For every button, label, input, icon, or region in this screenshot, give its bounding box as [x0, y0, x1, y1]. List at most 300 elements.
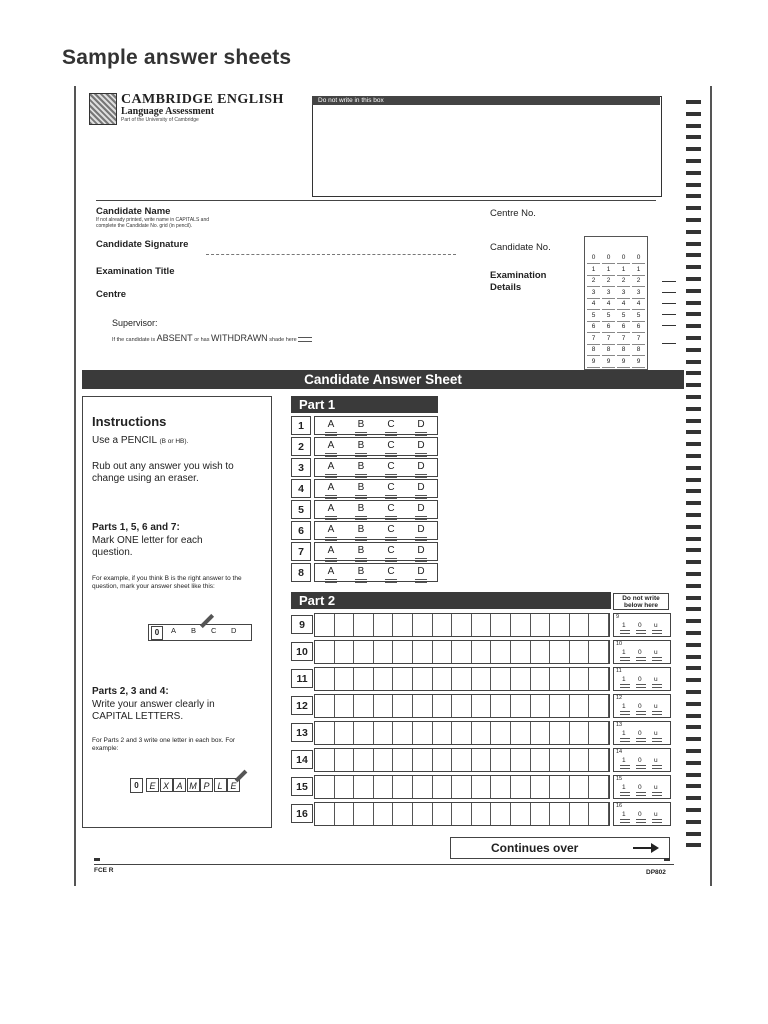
- part2-letter-box[interactable]: [433, 614, 453, 636]
- part2-question-number: 14: [291, 750, 313, 769]
- part1-option-a[interactable]: A: [323, 419, 339, 430]
- part2-letter-box[interactable]: [354, 641, 374, 663]
- marker-label: 0: [638, 622, 642, 629]
- part1-option-d[interactable]: D: [413, 524, 429, 535]
- part2-letter-box[interactable]: [589, 722, 609, 744]
- part2-question-number: 16: [291, 804, 313, 823]
- part2-letter-box[interactable]: [472, 695, 492, 717]
- part1-option-b[interactable]: B: [353, 545, 369, 556]
- part2-letter-box[interactable]: [511, 749, 531, 771]
- example-a-answer: [148, 624, 252, 641]
- part2-letter-box[interactable]: [413, 749, 433, 771]
- part1-title: Part 1: [291, 396, 438, 413]
- part1-option-c[interactable]: C: [383, 482, 399, 493]
- marker-label: 1: [622, 622, 626, 629]
- candidate-digit-cell[interactable]: 1: [632, 265, 645, 276]
- candidate-digit-cell[interactable]: 5: [632, 311, 645, 322]
- part2-letter-box[interactable]: [374, 614, 394, 636]
- timing-mark: [686, 749, 701, 753]
- candidate-digit-cell[interactable]: 1: [587, 265, 600, 276]
- part1-option-d[interactable]: D: [413, 461, 429, 472]
- part2-letter-row: [314, 613, 610, 637]
- absent-shade-box[interactable]: [298, 337, 312, 342]
- candidate-digit-cell[interactable]: 2: [602, 276, 615, 287]
- part2-letter-box[interactable]: [570, 749, 590, 771]
- timing-mark: [686, 584, 701, 588]
- part1-option-d[interactable]: D: [413, 503, 429, 514]
- part2-letter-box[interactable]: [433, 668, 453, 690]
- sheet-title: Candidate Answer Sheet: [82, 370, 684, 389]
- part2-letter-box[interactable]: [374, 668, 394, 690]
- part2-question-number: 11: [291, 669, 313, 688]
- part2-letter-box[interactable]: [550, 614, 570, 636]
- part1-answer-row: [314, 542, 438, 561]
- part2-letter-box[interactable]: [393, 776, 413, 798]
- part2-letter-box[interactable]: [589, 614, 609, 636]
- part1-option-b[interactable]: B: [353, 482, 369, 493]
- candidate-digit-cell[interactable]: 5: [587, 311, 600, 322]
- part2-letter-box[interactable]: [491, 695, 511, 717]
- candidate-digit-cell[interactable]: 8: [602, 345, 615, 356]
- candidate-digit-cell[interactable]: 3: [602, 288, 615, 299]
- part1-answer-row: [314, 479, 438, 498]
- part1-option-b[interactable]: B: [353, 461, 369, 472]
- part2-letter-box[interactable]: [354, 749, 374, 771]
- part2-letter-box[interactable]: [589, 668, 609, 690]
- marker-label: 0: [638, 676, 642, 683]
- part2-letter-box[interactable]: [413, 803, 433, 825]
- timing-mark: [686, 194, 701, 198]
- part2-letter-box[interactable]: [335, 749, 355, 771]
- part1-option-b[interactable]: B: [353, 524, 369, 535]
- part2-letter-box[interactable]: [550, 641, 570, 663]
- example-a-option: A: [171, 626, 177, 635]
- candidate-digit-cell[interactable]: 4: [602, 299, 615, 310]
- part1-option-d[interactable]: D: [413, 482, 429, 493]
- part1-question-number: 8: [291, 563, 311, 582]
- part2-letter-box[interactable]: [374, 803, 394, 825]
- part2-letter-box[interactable]: [354, 614, 374, 636]
- part2-letter-box[interactable]: [550, 695, 570, 717]
- part2-letter-box[interactable]: [354, 776, 374, 798]
- part2-letter-box[interactable]: [550, 749, 570, 771]
- candidate-digit-cell[interactable]: 8: [632, 345, 645, 356]
- part1-option-c[interactable]: C: [383, 524, 399, 535]
- part2-letter-box[interactable]: [531, 641, 551, 663]
- part1-option-a[interactable]: A: [323, 566, 339, 577]
- candidate-digit-cell[interactable]: 3: [632, 288, 645, 299]
- continues-over-box: [450, 837, 670, 859]
- part2-letter-box[interactable]: [354, 803, 374, 825]
- candidate-signature-label: Candidate Signature: [96, 239, 189, 250]
- candidate-digit-cell[interactable]: 6: [617, 322, 630, 333]
- part1-option-b[interactable]: B: [353, 503, 369, 514]
- part2-letter-box[interactable]: [374, 695, 394, 717]
- marker-dash: [652, 819, 662, 823]
- part1-option-b[interactable]: B: [353, 419, 369, 430]
- part2-letter-box[interactable]: [393, 695, 413, 717]
- part2-letter-box[interactable]: [315, 776, 335, 798]
- timing-mark: [686, 289, 701, 293]
- part2-letter-box[interactable]: [452, 722, 472, 744]
- part2-letter-box[interactable]: [472, 722, 492, 744]
- parts-b-heading: Parts 2, 3 and 4:: [92, 686, 169, 697]
- part2-letter-box[interactable]: [452, 641, 472, 663]
- part2-letter-box[interactable]: [570, 614, 590, 636]
- part1-option-c[interactable]: C: [383, 440, 399, 451]
- part2-letter-box[interactable]: [413, 614, 433, 636]
- part2-letter-box[interactable]: [393, 722, 413, 744]
- part2-letter-box[interactable]: [374, 722, 394, 744]
- timing-mark: [686, 678, 701, 682]
- part2-marker-box: [613, 721, 671, 745]
- part2-letter-box[interactable]: [335, 668, 355, 690]
- marker-label: u: [654, 622, 658, 629]
- part2-letter-box[interactable]: [374, 641, 394, 663]
- part2-letter-box[interactable]: [472, 641, 492, 663]
- arrow-head-icon: [651, 843, 659, 853]
- candidate-digit-cell[interactable]: 2: [587, 276, 600, 287]
- candidate-digit-cell[interactable]: 1: [602, 265, 615, 276]
- part2-letter-box[interactable]: [491, 722, 511, 744]
- candidate-digit-cell[interactable]: 5: [602, 311, 615, 322]
- part2-letter-box[interactable]: [491, 614, 511, 636]
- part2-marker-box: [613, 667, 671, 691]
- part2-letter-box[interactable]: [550, 776, 570, 798]
- part2-letter-box[interactable]: [315, 749, 335, 771]
- parts-b-text: Write your answer clearly in CAPITAL LETTERS.: [92, 699, 215, 722]
- part2-letter-box[interactable]: [354, 722, 374, 744]
- timing-mark: [686, 348, 701, 352]
- timing-mark: [686, 171, 701, 175]
- part2-letter-box[interactable]: [511, 614, 531, 636]
- part2-letter-box[interactable]: [335, 776, 355, 798]
- part2-letter-box[interactable]: [374, 776, 394, 798]
- part2-letter-box[interactable]: [511, 668, 531, 690]
- candidate-digit-cell[interactable]: 7: [587, 334, 600, 345]
- candidate-digit-cell[interactable]: 6: [632, 322, 645, 333]
- part2-letter-box[interactable]: [531, 803, 551, 825]
- marker-label: 0: [638, 649, 642, 656]
- part2-letter-box[interactable]: [472, 776, 492, 798]
- candidate-no-label: Candidate No.: [490, 242, 551, 253]
- part2-letter-box[interactable]: [531, 614, 551, 636]
- part2-letter-box[interactable]: [531, 668, 551, 690]
- footer-timing-mark-left: [94, 858, 100, 861]
- marker-dash: [636, 792, 646, 796]
- marker-dash: [636, 630, 646, 634]
- timing-mark: [686, 808, 701, 812]
- part1-option-a[interactable]: A: [323, 524, 339, 535]
- part1-answer-row: [314, 521, 438, 540]
- marker-dash: [652, 657, 662, 661]
- part2-marker-box: [613, 802, 671, 826]
- part2-letter-row: [314, 748, 610, 772]
- candidate-digit-cell[interactable]: 7: [602, 334, 615, 345]
- part2-letter-box[interactable]: [531, 776, 551, 798]
- candidate-digit-cell[interactable]: 9: [587, 357, 600, 368]
- candidate-digit-cell[interactable]: 3: [617, 288, 630, 299]
- part2-letter-box[interactable]: [335, 641, 355, 663]
- exam-detail-mark[interactable]: [662, 325, 676, 326]
- timing-mark: [686, 560, 701, 564]
- candidate-digit-cell[interactable]: 0: [617, 253, 630, 264]
- candidate-digit-cell[interactable]: 0: [602, 253, 615, 264]
- parts-a-heading: Parts 1, 5, 6 and 7:: [92, 522, 180, 533]
- part2-letter-box[interactable]: [315, 803, 335, 825]
- marker-dash: [652, 630, 662, 634]
- part1-option-c[interactable]: C: [383, 503, 399, 514]
- part2-letter-box[interactable]: [491, 803, 511, 825]
- exam-detail-mark[interactable]: [662, 314, 676, 315]
- timing-mark: [686, 301, 701, 305]
- parts-a-text: Mark ONE letter for each question.: [92, 535, 203, 558]
- part1-option-a[interactable]: A: [323, 503, 339, 514]
- part2-letter-box[interactable]: [315, 614, 335, 636]
- candidate-digit-cell[interactable]: 4: [617, 299, 630, 310]
- part1-option-b[interactable]: B: [353, 566, 369, 577]
- part2-letter-box[interactable]: [433, 749, 453, 771]
- do-not-write-box: [312, 96, 662, 197]
- part2-letter-box[interactable]: [354, 668, 374, 690]
- marker-question-number: 16: [616, 803, 623, 809]
- candidate-number-grid[interactable]: [584, 236, 648, 370]
- part1-option-a[interactable]: A: [323, 461, 339, 472]
- timing-mark: [686, 537, 701, 541]
- candidate-digit-cell[interactable]: 2: [617, 276, 630, 287]
- part2-letter-box[interactable]: [472, 668, 492, 690]
- part1-option-d[interactable]: D: [413, 545, 429, 556]
- part2-letter-box[interactable]: [511, 641, 531, 663]
- part2-letter-box[interactable]: [433, 695, 453, 717]
- part2-letter-box[interactable]: [315, 668, 335, 690]
- part1-option-d[interactable]: D: [413, 566, 429, 577]
- part2-letter-box[interactable]: [413, 668, 433, 690]
- centre-label: Centre: [96, 289, 127, 300]
- candidate-digit-cell[interactable]: 3: [587, 288, 600, 299]
- part2-letter-box[interactable]: [491, 641, 511, 663]
- part1-answer-row: [314, 563, 438, 582]
- example-b-letter-box: L: [214, 778, 227, 792]
- timing-mark: [686, 419, 701, 423]
- part2-letter-box[interactable]: [570, 695, 590, 717]
- timing-mark: [686, 548, 701, 552]
- part2-letter-box[interactable]: [452, 776, 472, 798]
- part2-letter-box[interactable]: [570, 776, 590, 798]
- part2-letter-box[interactable]: [433, 722, 453, 744]
- part2-letter-box[interactable]: [511, 803, 531, 825]
- part1-option-a[interactable]: A: [323, 440, 339, 451]
- part2-letter-box[interactable]: [452, 803, 472, 825]
- part2-letter-box[interactable]: [589, 749, 609, 771]
- part1-answer-row: [314, 437, 438, 456]
- part2-letter-box[interactable]: [452, 668, 472, 690]
- signature-line[interactable]: [206, 254, 456, 255]
- timing-mark: [686, 277, 701, 281]
- part2-letter-box[interactable]: [531, 722, 551, 744]
- part2-letter-box[interactable]: [315, 695, 335, 717]
- part1-option-a[interactable]: A: [323, 482, 339, 493]
- part2-letter-box[interactable]: [413, 776, 433, 798]
- candidate-digit-cell[interactable]: 5: [617, 311, 630, 322]
- part1-option-c[interactable]: C: [383, 545, 399, 556]
- part2-letter-box[interactable]: [472, 749, 492, 771]
- candidate-digit-cell[interactable]: 8: [587, 345, 600, 356]
- part2-letter-box[interactable]: [511, 722, 531, 744]
- candidate-digit-cell[interactable]: 4: [587, 299, 600, 310]
- part2-letter-box[interactable]: [335, 803, 355, 825]
- part2-letter-box[interactable]: [531, 749, 551, 771]
- part1-option-b[interactable]: B: [353, 440, 369, 451]
- part2-letter-box[interactable]: [570, 722, 590, 744]
- part1-option-d[interactable]: D: [413, 419, 429, 430]
- part2-letter-box[interactable]: [393, 803, 413, 825]
- footer-code-left: FCE R: [94, 867, 114, 874]
- exam-detail-mark[interactable]: [662, 303, 676, 304]
- timing-mark: [686, 442, 701, 446]
- part2-letter-box[interactable]: [452, 749, 472, 771]
- part2-letter-box[interactable]: [491, 749, 511, 771]
- marker-dash: [636, 819, 646, 823]
- marker-label: 0: [638, 811, 642, 818]
- marker-label: u: [654, 703, 658, 710]
- part2-letter-box[interactable]: [589, 695, 609, 717]
- part1-option-c[interactable]: C: [383, 461, 399, 472]
- part2-letter-box[interactable]: [413, 641, 433, 663]
- exam-detail-mark[interactable]: [662, 343, 676, 344]
- part1-question-number: 6: [291, 521, 311, 540]
- brand-subtitle: Language Assessment: [121, 106, 215, 117]
- timing-mark: [686, 371, 701, 375]
- pencil-note: (B or HB).: [159, 438, 189, 445]
- candidate-digit-cell[interactable]: 9: [617, 357, 630, 368]
- part2-letter-box[interactable]: [472, 614, 492, 636]
- part2-letter-box[interactable]: [393, 668, 413, 690]
- candidate-digit-cell[interactable]: 6: [587, 322, 600, 333]
- part2-letter-box[interactable]: [393, 641, 413, 663]
- part1-option-c[interactable]: C: [383, 419, 399, 430]
- part2-letter-box[interactable]: [491, 668, 511, 690]
- timing-mark: [686, 159, 701, 163]
- candidate-digit-cell[interactable]: 7: [617, 334, 630, 345]
- part2-letter-box[interactable]: [393, 749, 413, 771]
- marker-question-number: 12: [616, 695, 623, 701]
- exam-detail-mark[interactable]: [662, 281, 676, 282]
- footer-code-right: DP802: [646, 869, 666, 876]
- timing-mark: [686, 596, 701, 600]
- part2-letter-box[interactable]: [550, 722, 570, 744]
- marker-dash: [620, 819, 630, 823]
- part2-letter-box[interactable]: [315, 722, 335, 744]
- candidate-digit-cell[interactable]: 7: [632, 334, 645, 345]
- marker-label: u: [654, 649, 658, 656]
- part2-marker-box: [613, 640, 671, 664]
- timing-mark: [686, 242, 701, 246]
- part2-letter-box[interactable]: [589, 803, 609, 825]
- part2-letter-box[interactable]: [335, 614, 355, 636]
- part2-letter-box[interactable]: [452, 614, 472, 636]
- candidate-digit-cell[interactable]: 0: [632, 253, 645, 264]
- marker-label: u: [654, 757, 658, 764]
- part2-letter-box[interactable]: [413, 695, 433, 717]
- timing-mark: [686, 253, 701, 257]
- timing-mark: [686, 619, 701, 623]
- part2-letter-box[interactable]: [511, 695, 531, 717]
- part2-letter-box[interactable]: [433, 641, 453, 663]
- sheet-left-edge: [74, 86, 76, 886]
- part2-letter-row: [314, 721, 610, 745]
- part2-letter-box[interactable]: [531, 695, 551, 717]
- part1-option-d[interactable]: D: [413, 440, 429, 451]
- part2-letter-box[interactable]: [433, 776, 453, 798]
- candidate-digit-cell[interactable]: 9: [632, 357, 645, 368]
- header-divider: [96, 200, 656, 201]
- marker-dash: [652, 711, 662, 715]
- marker-question-number: 11: [616, 668, 622, 674]
- pencil-instruction: [92, 435, 188, 446]
- marker-label: u: [654, 730, 658, 737]
- part2-letter-box[interactable]: [335, 722, 355, 744]
- part2-letter-box[interactable]: [452, 695, 472, 717]
- marker-label: 1: [622, 676, 626, 683]
- candidate-digit-cell[interactable]: 1: [617, 265, 630, 276]
- sheet-right-edge: [710, 86, 712, 886]
- part2-letter-box[interactable]: [491, 776, 511, 798]
- part1-option-a[interactable]: A: [323, 545, 339, 556]
- timing-mark: [686, 702, 701, 706]
- candidate-digit-cell[interactable]: 6: [602, 322, 615, 333]
- part2-letter-box[interactable]: [393, 614, 413, 636]
- continues-over-label: Continues over: [491, 841, 579, 855]
- part2-letter-box[interactable]: [413, 722, 433, 744]
- candidate-digit-cell[interactable]: 8: [617, 345, 630, 356]
- marker-question-number: 9: [616, 614, 620, 620]
- part2-letter-box[interactable]: [550, 803, 570, 825]
- exam-detail-mark[interactable]: [662, 292, 676, 293]
- part2-letter-box[interactable]: [433, 803, 453, 825]
- part2-letter-box[interactable]: [589, 641, 609, 663]
- part2-letter-box[interactable]: [511, 776, 531, 798]
- candidate-digit-cell[interactable]: 9: [602, 357, 615, 368]
- timing-mark: [686, 501, 701, 505]
- timing-mark: [686, 737, 701, 741]
- part2-letter-box[interactable]: [335, 695, 355, 717]
- timing-mark: [686, 112, 701, 116]
- part2-letter-box[interactable]: [570, 668, 590, 690]
- part2-letter-box[interactable]: [315, 641, 335, 663]
- timing-mark: [686, 796, 701, 800]
- part2-letter-box[interactable]: [354, 695, 374, 717]
- part2-question-number: 12: [291, 696, 313, 715]
- part2-letter-box[interactable]: [374, 749, 394, 771]
- part2-letter-box[interactable]: [550, 668, 570, 690]
- marker-label: 0: [638, 784, 642, 791]
- part2-letter-row: [314, 802, 610, 826]
- part1-question-number: 3: [291, 458, 311, 477]
- footer-divider: [94, 864, 674, 865]
- part2-letter-box[interactable]: [570, 803, 590, 825]
- absent-word: ABSENT: [156, 333, 193, 343]
- candidate-digit-cell[interactable]: 4: [632, 299, 645, 310]
- part1-option-c[interactable]: C: [383, 566, 399, 577]
- marker-question-number: 15: [616, 776, 623, 782]
- part2-letter-box[interactable]: [589, 776, 609, 798]
- candidate-digit-cell[interactable]: 2: [632, 276, 645, 287]
- part2-letter-box[interactable]: [570, 641, 590, 663]
- timing-mark: [686, 690, 701, 694]
- part2-letter-box[interactable]: [472, 803, 492, 825]
- candidate-digit-cell[interactable]: 0: [587, 253, 600, 264]
